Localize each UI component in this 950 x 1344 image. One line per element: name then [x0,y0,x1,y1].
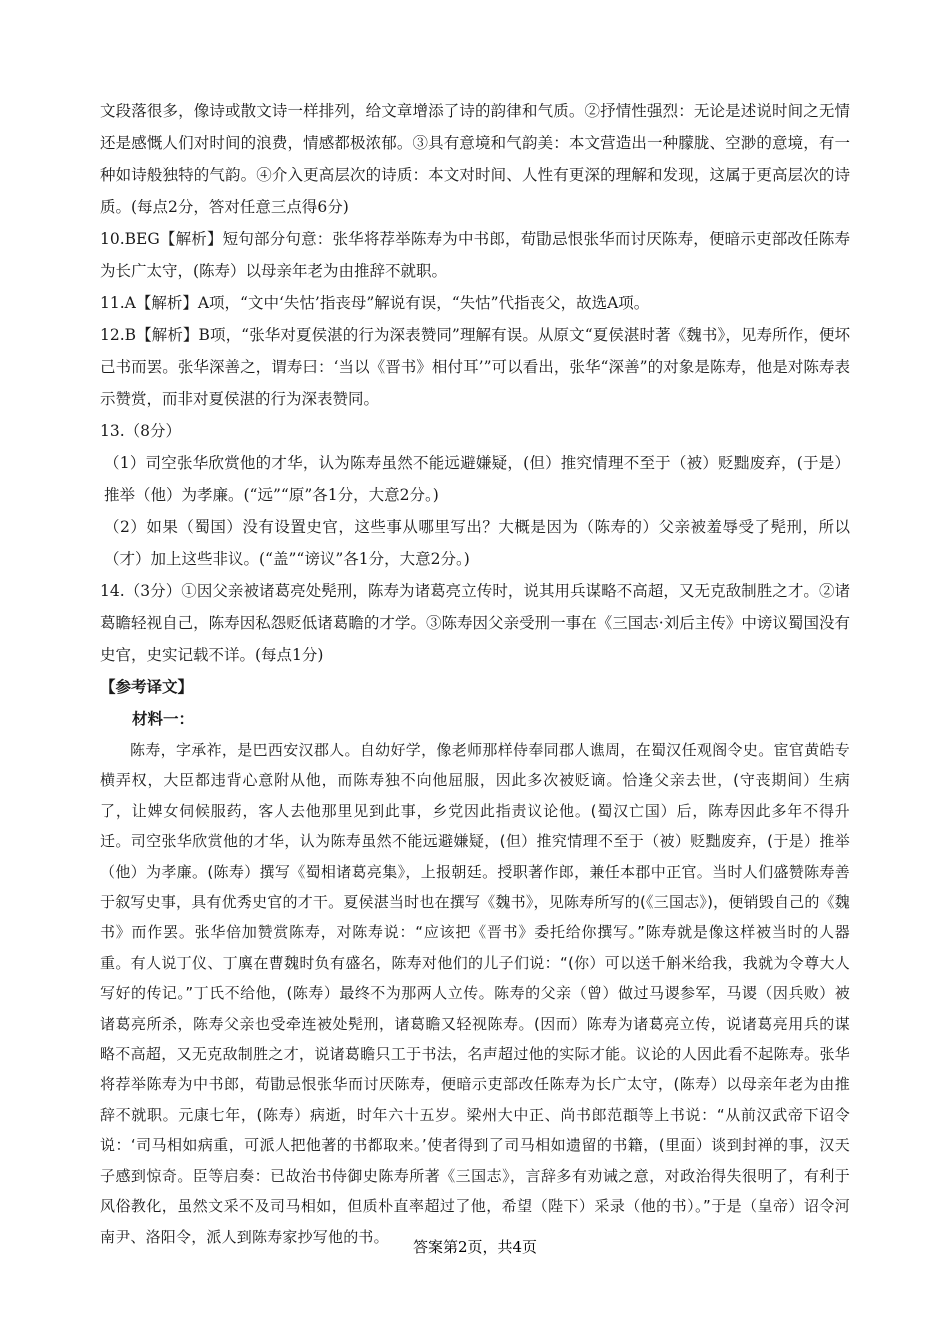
answer-q11: 11.A【解析】A项，“文中‘失怙’指丧母”解说有误，“失怙”代指丧父，故选A项。 [100,294,650,312]
answer-q14: 14.（3分）①因父亲被诸葛亮处髡刑，陈寿为诸葛亮立传时，说其用兵谋略不高超，又无克敌制胜之才。②诸葛瞻轻视自己，陈寿因私怨贬低诸葛瞻的才学。③陈寿因父亲受刑一事在《三国志·刘后主传》中谤议蜀国没有史官，史实记载不详。(每点1分) [100,582,850,664]
translation-body: 陈寿，字承祚，是巴西安汉郡人。自幼好学，像老师那样侍奉同郡人谯周，在蜀汉任观阁令史。宦官黄皓专横弄权，大臣都违背心意附从他，而陈寿独不向他屈服，因此多次被贬谪。恰逢父亲去世，(守丧期间）生病了，让婢女伺候服药，客人去他那里见到此事，乡党因此指责议论他。(蜀汉亡国）后，陈寿因此多年不得升迁。司空张华欣赏他的才华，认为陈寿虽然不能远避嫌疑，(但）推究情理不至于（被）贬黜废弃，(于是）推举（他）为孝廉。(陈寿）撰写《蜀相诸葛亮集》，上报朝廷。授职著作郎，兼任本郡中正官。当时人们盛赞陈寿善于叙写史事，具有优秀史官的才干。夏侯湛当时也在撰写《魏书》，见陈寿所写的(《三国志》)，便销毁自己的《魏书》而作罢。张华倍加赞赏陈寿，对陈寿说：“应该把《晋书》委托给你撰写。”陈寿就是像这样被当时的人器重。有人说丁仪、丁廙在曹魏时负有盛名，陈寿对他们的儿子们说：“(你）可以送千斛米给我，我就为令尊大人写好的传记。”丁氏不给他，(陈寿）最终不为那两人立传。陈寿的父亲（曾）做过马谡参军，马谡（因兵败）被诸葛亮所杀，陈寿父亲也受牵连被处髡刑，诸葛瞻又轻视陈寿。(因而）陈寿为诸葛亮立传，说诸葛亮用兵的谋略不高超，又无克敌制胜之才，说诸葛瞻只工于书法，名声超过他的实际才能。议论的人因此看不起陈寿。张华将荐举陈寿为中书郎，荀勖忌恨张华而讨厌陈寿，便暗示吏部改任陈寿为长广太守，(陈寿）以母亲年老为由推辞不就职。元康七年，(陈寿）病逝，时年六十五岁。梁州大中正、尚书郎范頵等上书说：“从前汉武帝下诏令说：‘司马相如病重，可派人把他著的书都取来。’使者得到了司马相如遗留的书籍，(里面）谈到封禅的事，汉天子感到惊奇。臣等启奏：已故治书侍御史陈寿所著《三国志》，言辞多有劝诫之意，对政治得失很明了，有利于风俗教化，虽然文采不及司马相如，但质朴直率超过了他，希望（陛下）采录（他的书）。”于是（皇帝）诏令河南尹、洛阳令，派人到陈寿家抄写他的书。 [100,741,850,1246]
answer-q9-continuation: 文段落很多，像诗或散文诗一样排列，给文章增添了诗的韵律和气质。②抒情性强烈：无论是述说时间之无情还是感慨人们对时间的浪费，情感都极浓郁。③具有意境和气韵美：本文营造出一种朦胧、空渺的意境，有一种如诗般独特的气韵。④介入更高层次的诗质：本文对时间、人性有更深的理解和发现，这属于更高层次的诗质。(每点2分，答对任意三点得6分) [100,102,850,216]
answer-q10: 10.BEG【解析】短句部分句意：张华将荐举陈寿为中书郎，荀勖忌恨张华而讨厌陈寿，便暗示吏部改任陈寿为长广太守，(陈寿）以母亲年老为由推辞不就职。 [100,230,850,280]
answer-q13-header: 13.（8分） [100,422,182,440]
answer-q12: 12.B【解析】B项，“张华对夏侯湛的行为深表赞同”理解有误。从原文“夏侯湛时著《魏书》，见寿所作，便坏己书而罢。张华深善之，谓寿曰：‘当以《晋书》相付耳’”可以看出，张华“深善”的对象是陈寿，他是对陈寿表示赞赏，而非对夏侯湛的行为深表赞同。 [100,326,850,408]
answer-q13-part1: （1）司空张华欣赏他的才华，认为陈寿虽然不能远避嫌疑，(但）推究情理不至于（被）贬黜废弃，(于是）推举（他）为孝廉。(“远”“原”各1分，大意2分。) [104,454,850,504]
translation-title: 【参考译文】 [100,677,194,696]
answer-section [100,95,850,671]
translation-subtitle: 材料一： [132,709,195,728]
translation-section [100,735,850,1252]
page-footer: 答案第2页，共4页 [412,1238,538,1256]
answer-q13-part2: （2）如果（蜀国）没有设置史官，这些事从哪里写出？大概是因为（陈寿的）父亲被羞辱受了髡刑，所以（才）加上这些非议。(“盖”“谤议”各1分，大意2分。) [104,518,850,568]
